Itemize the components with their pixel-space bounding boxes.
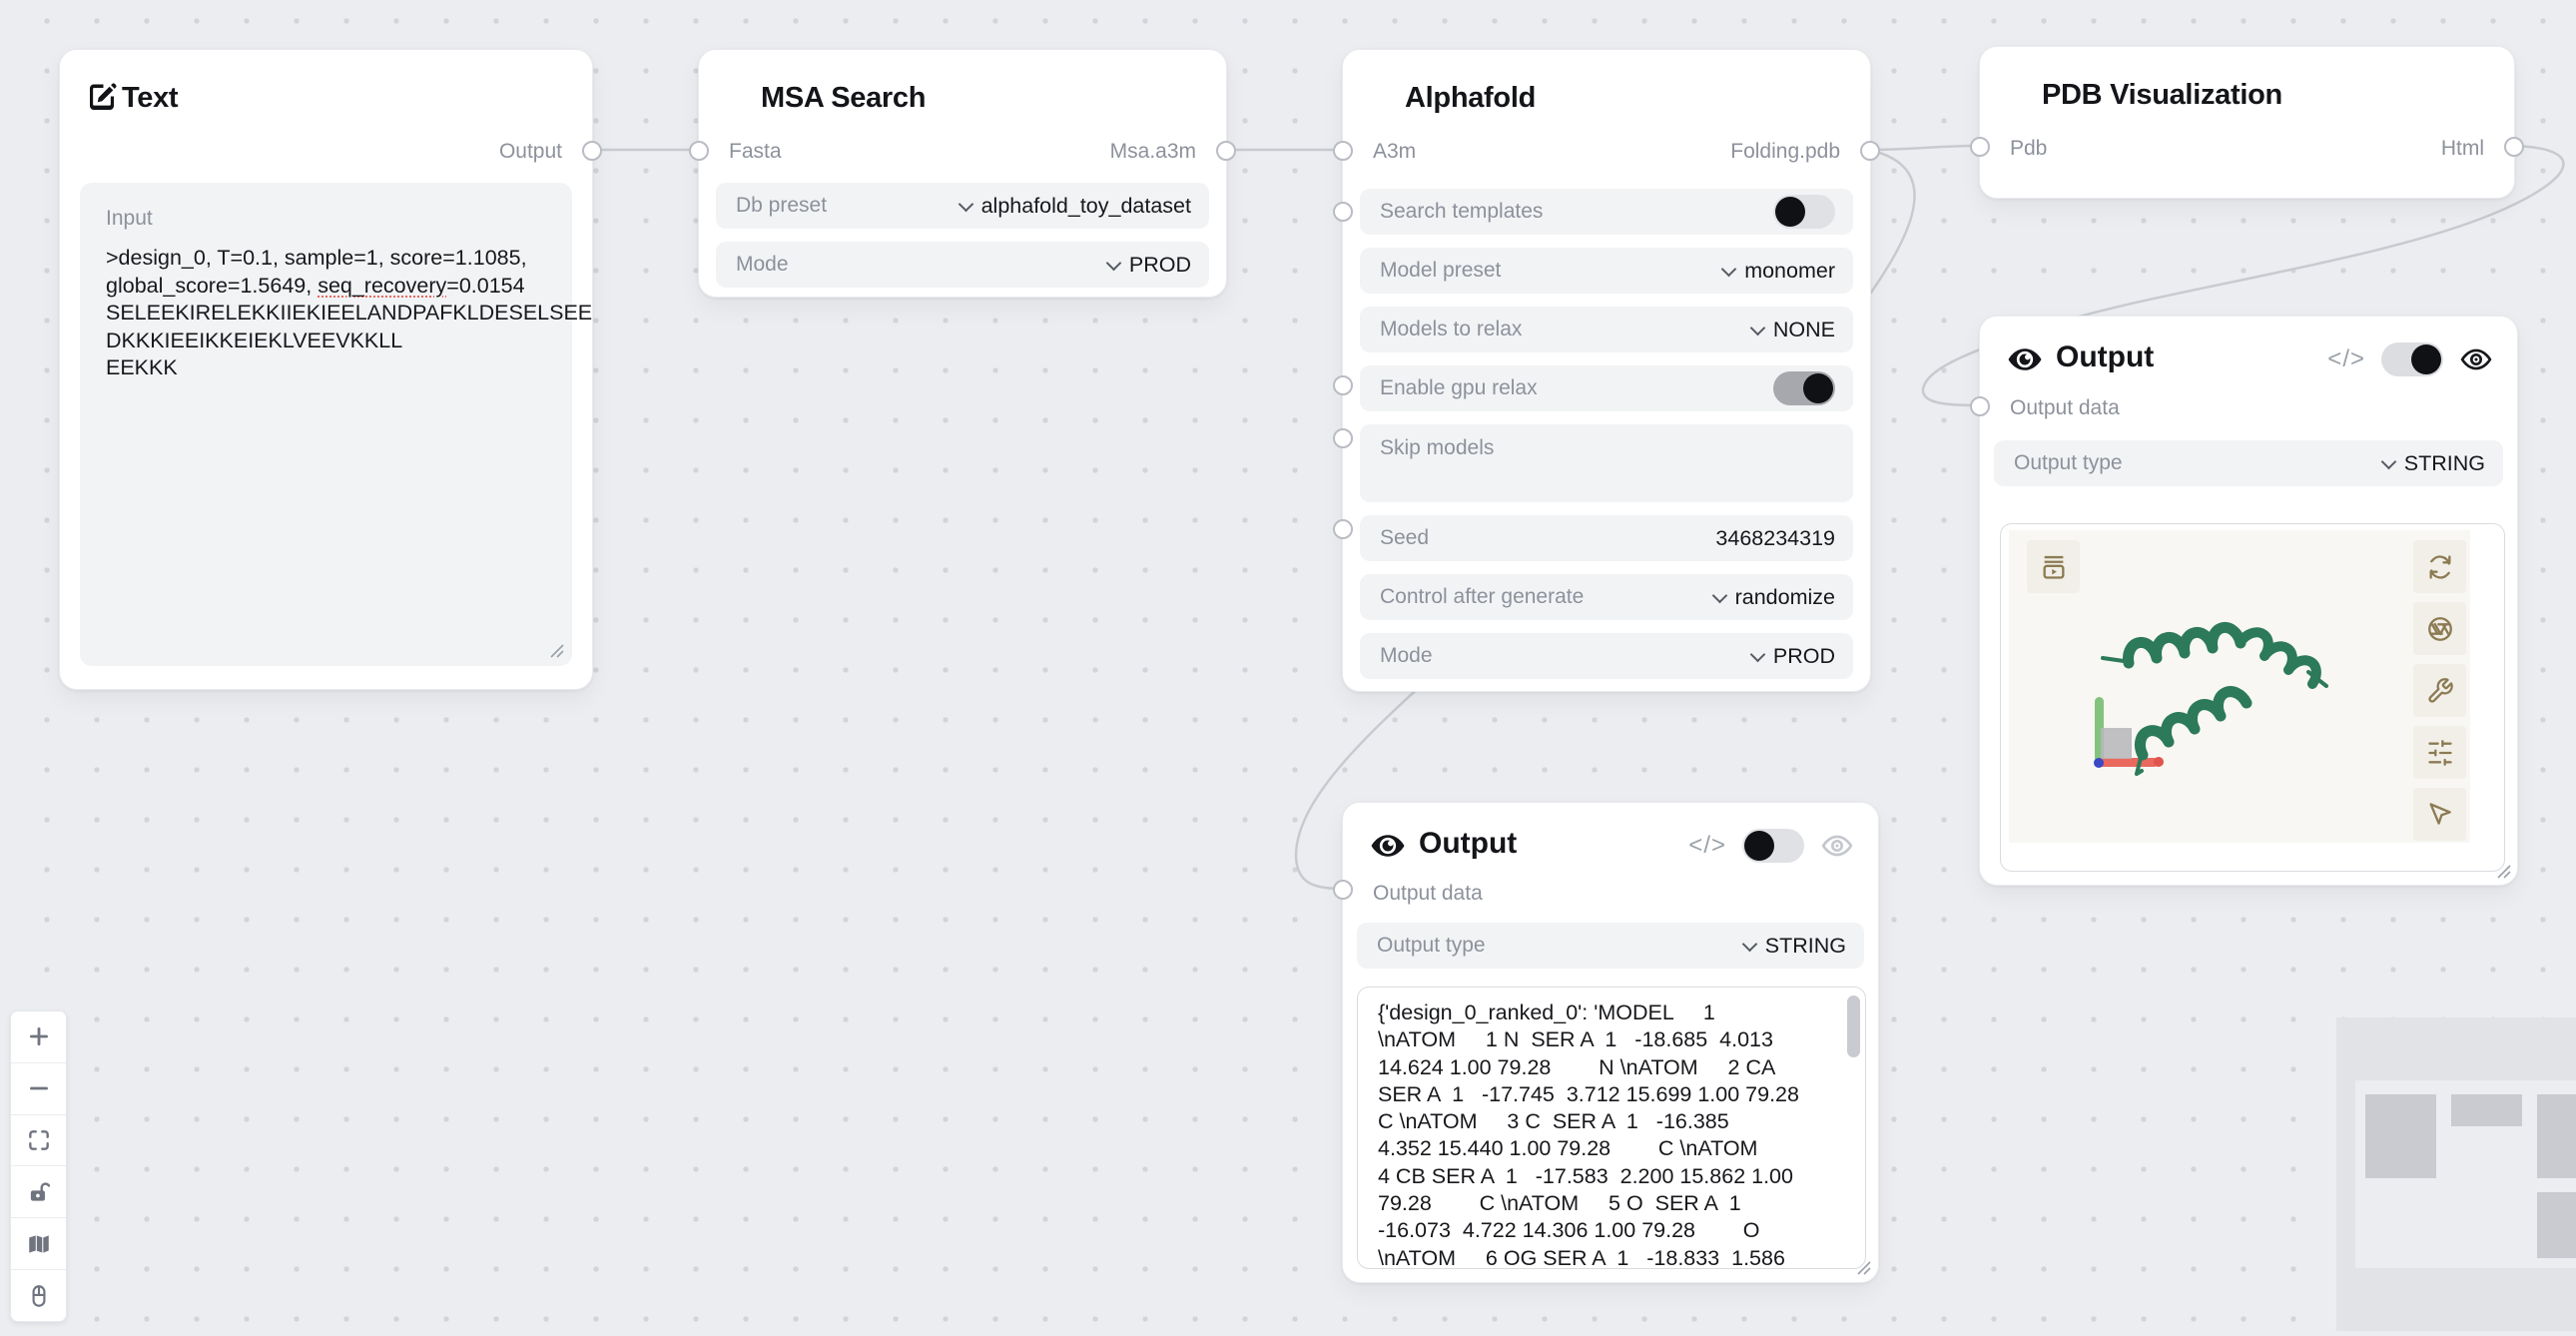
- msa-a3m-port[interactable]: [1216, 141, 1236, 161]
- output-viewer-toggle[interactable]: [2381, 342, 2443, 376]
- field-row-model-preset[interactable]: [1360, 248, 1853, 294]
- output-viewer-data-port[interactable]: [1970, 396, 1990, 416]
- chevron-down-icon: [1106, 255, 1122, 271]
- text-input-field[interactable]: [80, 183, 593, 666]
- resize-handle-icon[interactable]: [2496, 864, 2512, 880]
- field-row-models-to-relax[interactable]: [1360, 307, 1853, 352]
- output-main-data-port[interactable]: [1333, 880, 1353, 900]
- field-row-skip-models[interactable]: [1360, 424, 1853, 502]
- chevron-down-icon: [1711, 587, 1727, 603]
- text-output-port[interactable]: [582, 141, 602, 161]
- resize-handle-icon[interactable]: [1856, 1260, 1872, 1276]
- refresh-icon[interactable]: [2413, 540, 2466, 593]
- pdbviz-pdb-port[interactable]: [1970, 137, 1990, 157]
- node-title-output-viewer: Output: [2056, 340, 2155, 373]
- minimap-node-rect: [2537, 1192, 2576, 1258]
- eye-outline-icon[interactable]: [2459, 342, 2493, 376]
- alphafold-search-templates-port[interactable]: [1333, 202, 1353, 222]
- row-label: Enable gpu relax: [1380, 376, 1538, 399]
- select-value: alphafold_toy_dataset: [980, 193, 1191, 218]
- alphafold-foldingpdb-port[interactable]: [1860, 141, 1880, 161]
- chevron-down-icon: [2380, 453, 2396, 469]
- node-text[interactable]: [59, 49, 593, 690]
- field-row-seed[interactable]: [1360, 515, 1853, 561]
- node-title-output-main: Output: [1419, 827, 1518, 860]
- alphafold-seed-port[interactable]: [1333, 519, 1353, 539]
- output-main-toggle[interactable]: [1742, 829, 1804, 863]
- molecule-viewport[interactable]: [2009, 530, 2470, 843]
- node-msa-search[interactable]: [698, 49, 1227, 298]
- toggle-switch[interactable]: [1773, 195, 1835, 229]
- misspelled-word: seq_recovery: [318, 273, 447, 298]
- zoom-in-icon[interactable]: [11, 1011, 66, 1063]
- minimap[interactable]: [2336, 1017, 2576, 1331]
- row-label: Control after generate: [1380, 585, 1585, 608]
- text-input-label: Input: [106, 207, 153, 230]
- scrollbar-thumb[interactable]: [1847, 996, 1860, 1057]
- output-type-row[interactable]: Output type STRING: [1994, 440, 2503, 486]
- animation-icon[interactable]: [2027, 540, 2080, 593]
- field-row-mode[interactable]: [716, 242, 1209, 288]
- alphafold-a3m-port[interactable]: [1333, 141, 1353, 161]
- alphafold-rows: [1360, 189, 1853, 679]
- row-label: Mode: [736, 253, 789, 276]
- output-viewer-port-label: Output data: [2010, 396, 2120, 419]
- wrench-icon[interactable]: [2413, 664, 2466, 717]
- minimap-node-rect: [2537, 1094, 2576, 1178]
- text-input-value: >design_0, T=0.1, sample=1, score=1.1085, global_score=1.5649, seq_recovery=0.0154 SELEEKIRELEKKIIEKIEELANDPAFKLDESELSEE DKKKIEEIKKEIEKLVEEVKKLL EEKKK: [106, 246, 593, 379]
- select-value: PROD: [1128, 252, 1191, 277]
- chevron-down-icon: [1741, 936, 1757, 952]
- chevron-down-icon: [1721, 261, 1737, 277]
- output-type-row[interactable]: Output type STRING: [1357, 923, 1864, 969]
- field-row-control-after-generate[interactable]: [1360, 574, 1853, 620]
- row-label: Skip models: [1380, 436, 1495, 459]
- zoom-out-icon[interactable]: [11, 1063, 66, 1115]
- node-title-text: Text: [122, 82, 179, 114]
- node-output-viewer[interactable]: [1979, 316, 2518, 886]
- number-value: 3468234319: [1715, 525, 1835, 550]
- pdbviz-input-port-label: Pdb: [2010, 137, 2048, 160]
- mouse-icon[interactable]: [11, 1270, 66, 1321]
- row-label: Model preset: [1380, 259, 1502, 282]
- node-output-main[interactable]: [1342, 802, 1879, 1283]
- eye-outline-icon[interactable]: [1820, 829, 1854, 863]
- node-title-msa-search: MSA Search: [761, 82, 927, 114]
- pdbviz-html-port[interactable]: [2504, 137, 2524, 157]
- output-main-textarea[interactable]: [1357, 987, 1866, 1269]
- chevron-down-icon: [958, 196, 973, 212]
- canvas-toolbar: [10, 1010, 67, 1322]
- alphafold-skip-models-port[interactable]: [1333, 428, 1353, 448]
- pdbviz-output-port-label: Html: [2440, 137, 2484, 160]
- output-main-port-label: Output data: [1373, 882, 1483, 905]
- node-title-pdb-visualization: PDB Visualization: [2042, 79, 2282, 111]
- node-pdb-visualization[interactable]: [1979, 46, 2515, 199]
- field-row-enable-gpu-relax[interactable]: [1360, 365, 1853, 411]
- node-title-alphafold: Alphafold: [1405, 82, 1537, 114]
- node-alphafold[interactable]: [1342, 49, 1871, 692]
- alphafold-output-port-label: Folding.pdb: [1730, 140, 1840, 163]
- aperture-icon[interactable]: [2413, 602, 2466, 655]
- field-row-db-preset[interactable]: [716, 183, 1209, 229]
- row-label: Search templates: [1380, 200, 1544, 223]
- msa-output-port-label: Msa.a3m: [1109, 140, 1196, 163]
- chevron-down-icon: [1750, 646, 1766, 662]
- row-label: Seed: [1380, 526, 1430, 549]
- eye-icon: [2006, 340, 2044, 378]
- chevron-down-icon: [1750, 320, 1766, 335]
- select-value: randomize: [1734, 584, 1835, 609]
- molecule-viewer-panel[interactable]: [2000, 523, 2505, 872]
- row-label: Mode: [1380, 644, 1433, 667]
- text-output-port-label: Output: [498, 140, 562, 163]
- minimap-node-rect: [2451, 1094, 2522, 1126]
- row-label: Db preset: [736, 194, 828, 217]
- row-label: Models to relax: [1380, 318, 1523, 340]
- alphafold-input-port-label: A3m: [1373, 140, 1417, 163]
- select-value: PROD: [1772, 643, 1835, 668]
- msa-fasta-port[interactable]: [689, 141, 709, 161]
- resize-handle-icon[interactable]: [549, 643, 565, 659]
- select-value: monomer: [1744, 258, 1835, 283]
- lock-open-icon[interactable]: [11, 1166, 66, 1218]
- sliders-icon[interactable]: [2413, 726, 2466, 779]
- edit-icon: [84, 80, 120, 116]
- msa-rows: [716, 183, 1209, 288]
- field-row-mode[interactable]: [1360, 633, 1853, 679]
- code-icon[interactable]: </>: [1688, 832, 1726, 859]
- code-icon[interactable]: </>: [2327, 345, 2365, 372]
- pdb-content: {'design_0_ranked_0': 'MODEL 1 \nATOM 1 N SER A 1 -18.685 4.013 14.624 1.00 79.28 N \nATOM 2 CA SER A 1 -17.745 3.712 15.699 1.00 79.28 C \nATOM 3 C SER A 1 -16.385 4.352 15.440 1.00 79.28 C \nATOM 4 CB SER A 1 -17.583 2.200 15.862 1.00 79.28 C \nATOM 5 O SER A 1 -16.073 4.722 14.306 1.00 79.28 O \nATOM 6 OG SER A 1 -18.833 1.586: [1378, 1001, 1799, 1269]
- select-value: NONE: [1772, 317, 1835, 341]
- alphafold-gpu-relax-port[interactable]: [1333, 375, 1353, 395]
- edge-alphafold-to-pdbviz: [1869, 146, 1979, 150]
- field-row-search-templates[interactable]: [1360, 189, 1853, 235]
- minimap-node-rect: [2365, 1094, 2436, 1178]
- cursor-icon[interactable]: [2413, 788, 2466, 841]
- minimap-icon[interactable]: [11, 1218, 66, 1270]
- msa-input-port-label: Fasta: [729, 140, 782, 163]
- fit-view-icon[interactable]: [11, 1115, 66, 1167]
- toggle-switch[interactable]: [1773, 371, 1835, 405]
- eye-icon: [1369, 827, 1407, 865]
